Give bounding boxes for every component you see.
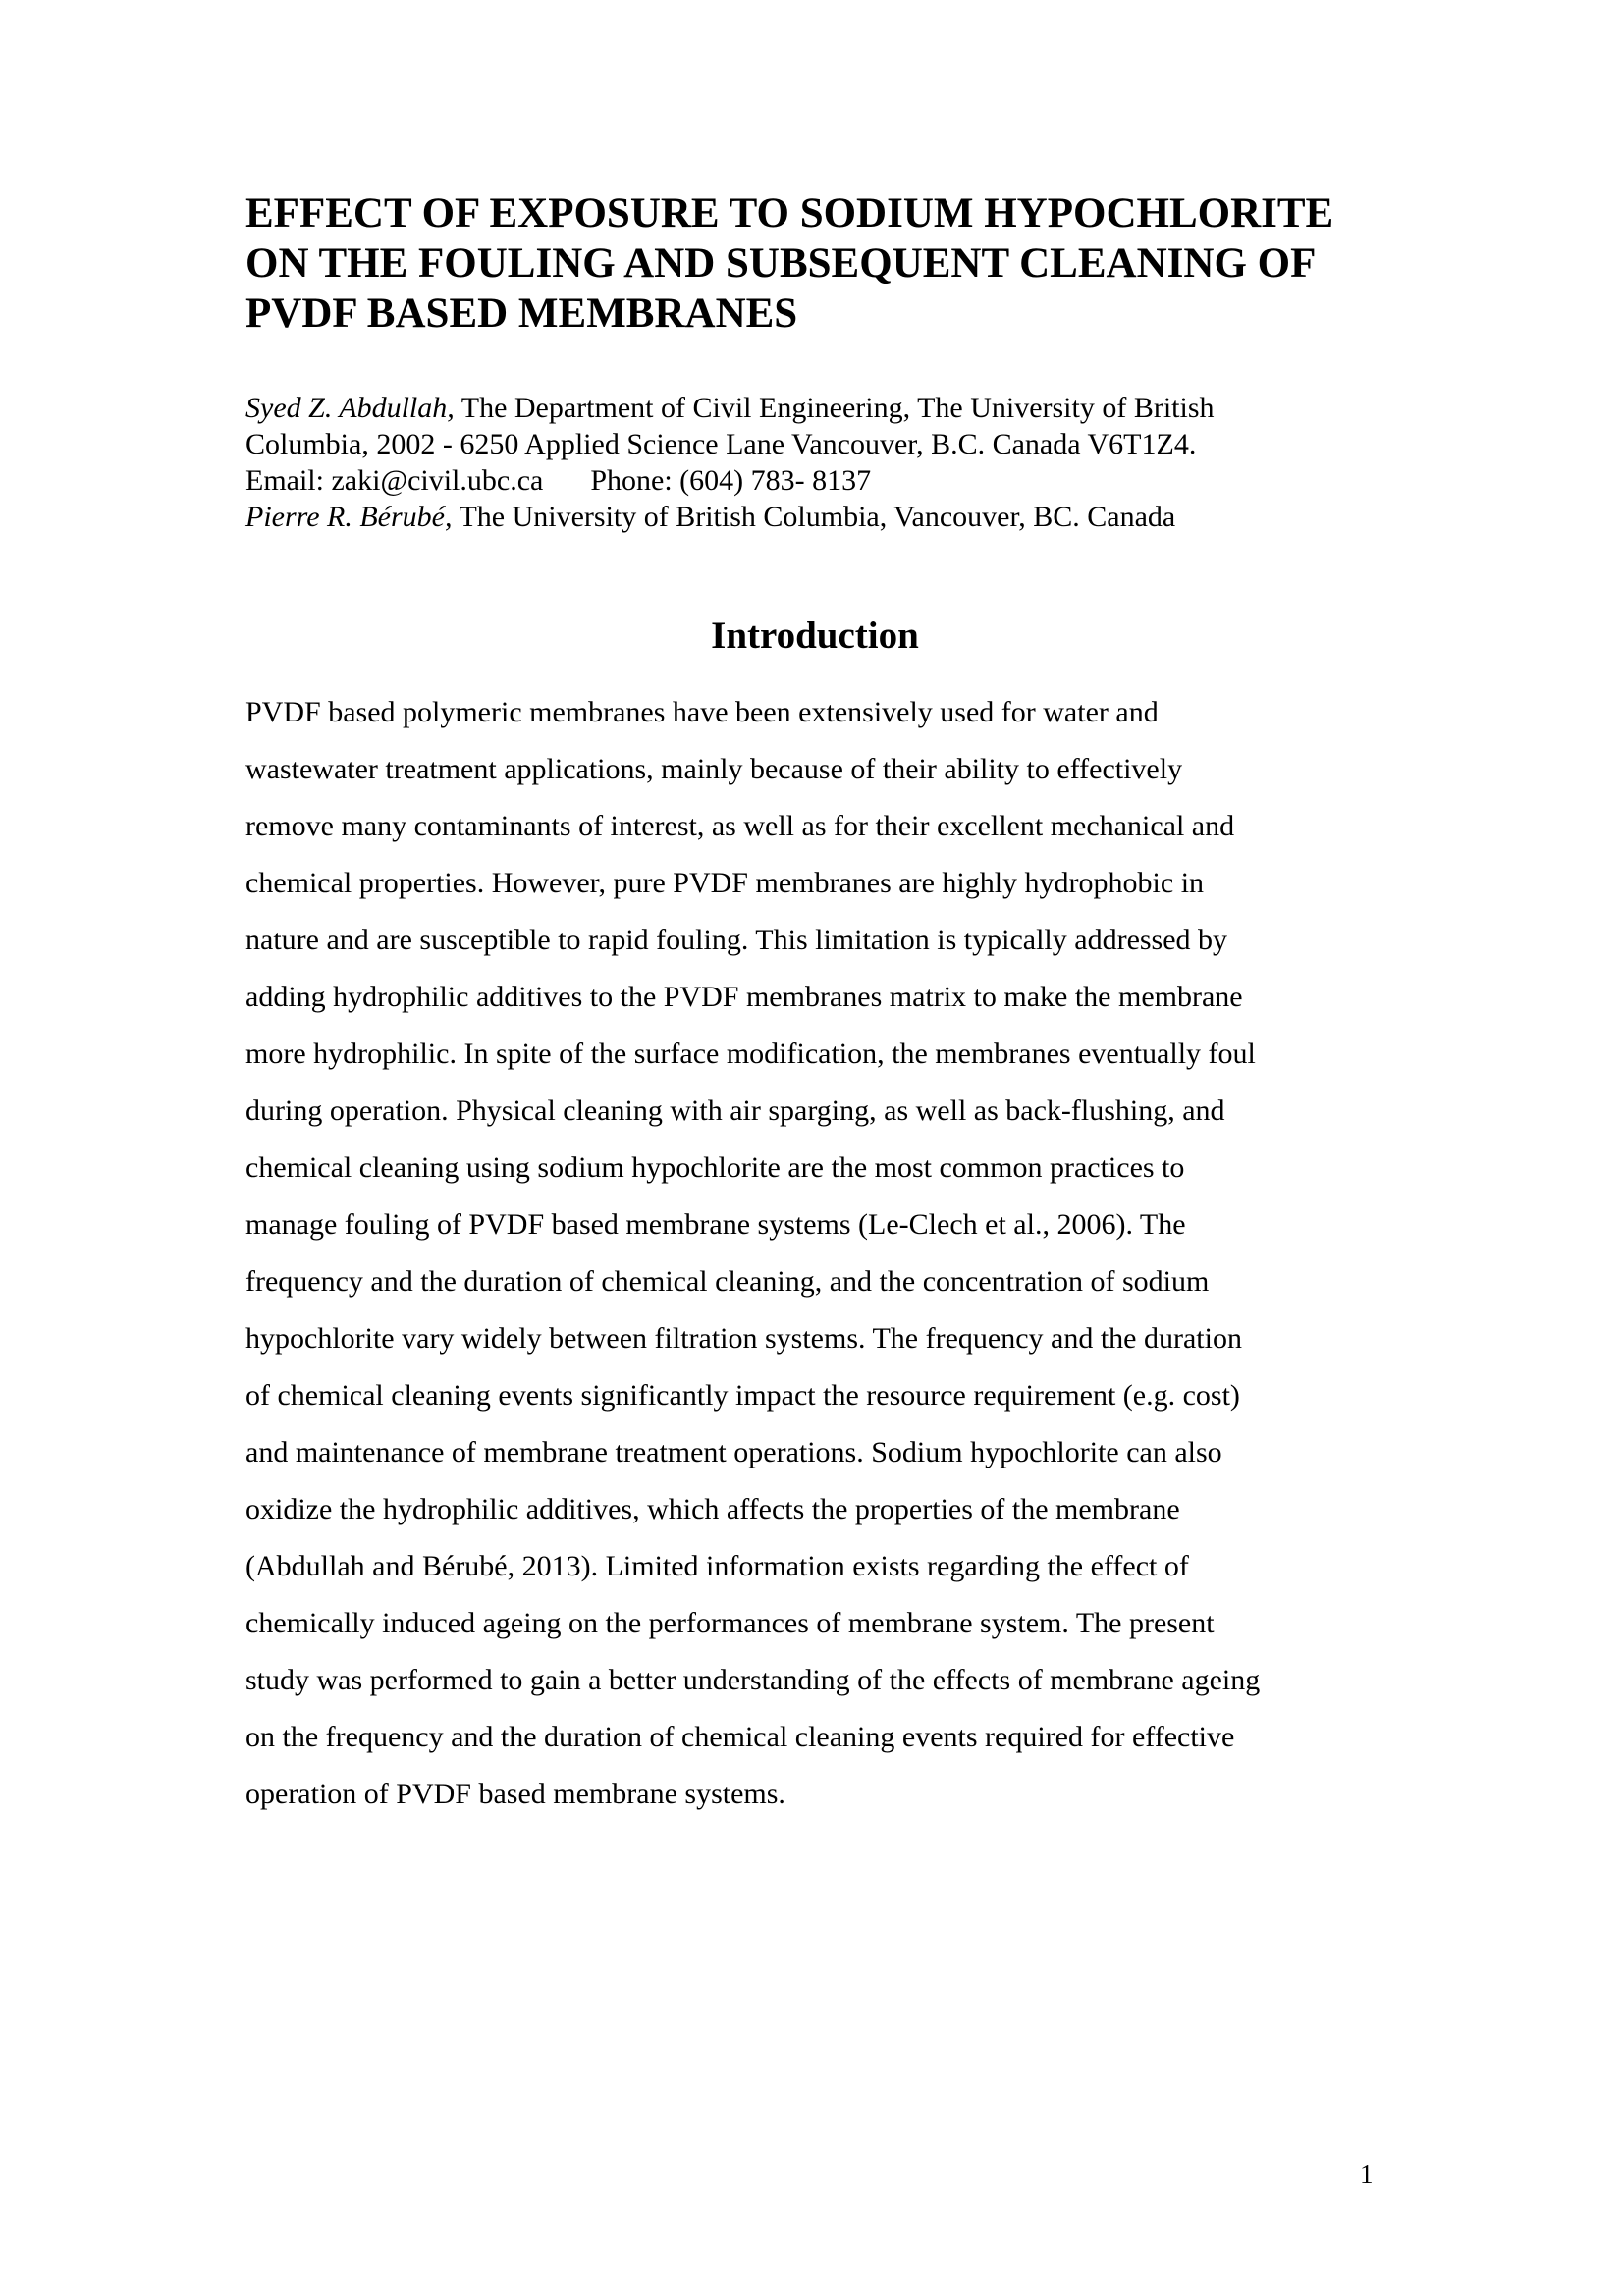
title-line: PVDF BASED MEMBRANES <box>245 291 798 337</box>
body-line: wastewater treatment applications, mainly because of their ability to effectively <box>245 753 1183 785</box>
body-line: on the frequency and the duration of chemical cleaning events required for effective <box>245 1721 1235 1753</box>
body-line: of chemical cleaning events significantly impact the resource requirement (e.g. cost) <box>245 1379 1240 1412</box>
body-line: manage fouling of PVDF based membrane systems (Le-Clech et al., 2006). The <box>245 1208 1186 1241</box>
body-line: frequency and the duration of chemical cleaning, and the concentration of sodium <box>245 1265 1210 1298</box>
body-line: study was performed to gain a better understanding of the effects of membrane ageing <box>245 1664 1261 1696</box>
author-line <box>245 462 1453 499</box>
author-line: Columbia, 2002 - 6250 Applied Science Lane Vancouver, B.C. Canada V6T1Z4. <box>245 428 1197 460</box>
author-phone: Phone: (604) 783- 8137 <box>590 464 872 497</box>
body-line: PVDF based polymeric membranes have been extensively used for water and <box>245 696 1159 728</box>
body-line: hypochlorite vary widely between filtration systems. The frequency and the duration <box>245 1322 1242 1355</box>
author-email: Email: zaki@civil.ubc.ca <box>245 464 544 497</box>
body-line: more hydrophilic. In spite of the surface modification, the membranes eventually foul <box>245 1038 1256 1070</box>
section-heading-introduction: Introduction <box>711 614 919 657</box>
body-line: chemically induced ageing on the performances of membrane system. The present <box>245 1607 1215 1639</box>
body-line: and maintenance of membrane treatment operations. Sodium hypochlorite can also <box>245 1436 1222 1468</box>
body-line: nature and are susceptible to rapid fouling. This limitation is typically addressed by <box>245 924 1228 956</box>
body-line: adding hydrophilic additives to the PVDF membranes matrix to make the membrane <box>245 981 1243 1013</box>
author-line: Syed Z. Abdullah, The Department of Civil Engineering, The University of British <box>245 392 1215 424</box>
author-name: Pierre R. Bérubé, <box>245 501 453 533</box>
introduction-paragraph <box>245 684 1424 1823</box>
body-line: chemical properties. However, pure PVDF membranes are highly hydrophobic in <box>245 867 1205 899</box>
author-line: Pierre R. Bérubé, The University of British Columbia, Vancouver, BC. Canada <box>245 501 1176 533</box>
body-line: (Abdullah and Bérubé, 2013). Limited information exists regarding the effect of <box>245 1550 1189 1582</box>
author-block <box>245 390 1453 535</box>
paper-title <box>245 188 1473 339</box>
body-line: operation of PVDF based membrane systems. <box>245 1778 785 1810</box>
body-line: chemical cleaning using sodium hypochlorite are the most common practices to <box>245 1151 1185 1184</box>
title-line: ON THE FOULING AND SUBSEQUENT CLEANING OF <box>245 240 1317 287</box>
page-number: 1 <box>1360 2160 1374 2189</box>
body-line: oxidize the hydrophilic additives, which affects the properties of the membrane <box>245 1493 1180 1525</box>
author-name: Syed Z. Abdullah, <box>245 392 455 424</box>
title-line: EFFECT OF EXPOSURE TO SODIUM HYPOCHLORITE <box>245 190 1334 237</box>
body-line: during operation. Physical cleaning with air sparging, as well as back-flushing, and <box>245 1095 1225 1127</box>
body-line: remove many contaminants of interest, as well as for their excellent mechanical and <box>245 810 1235 842</box>
